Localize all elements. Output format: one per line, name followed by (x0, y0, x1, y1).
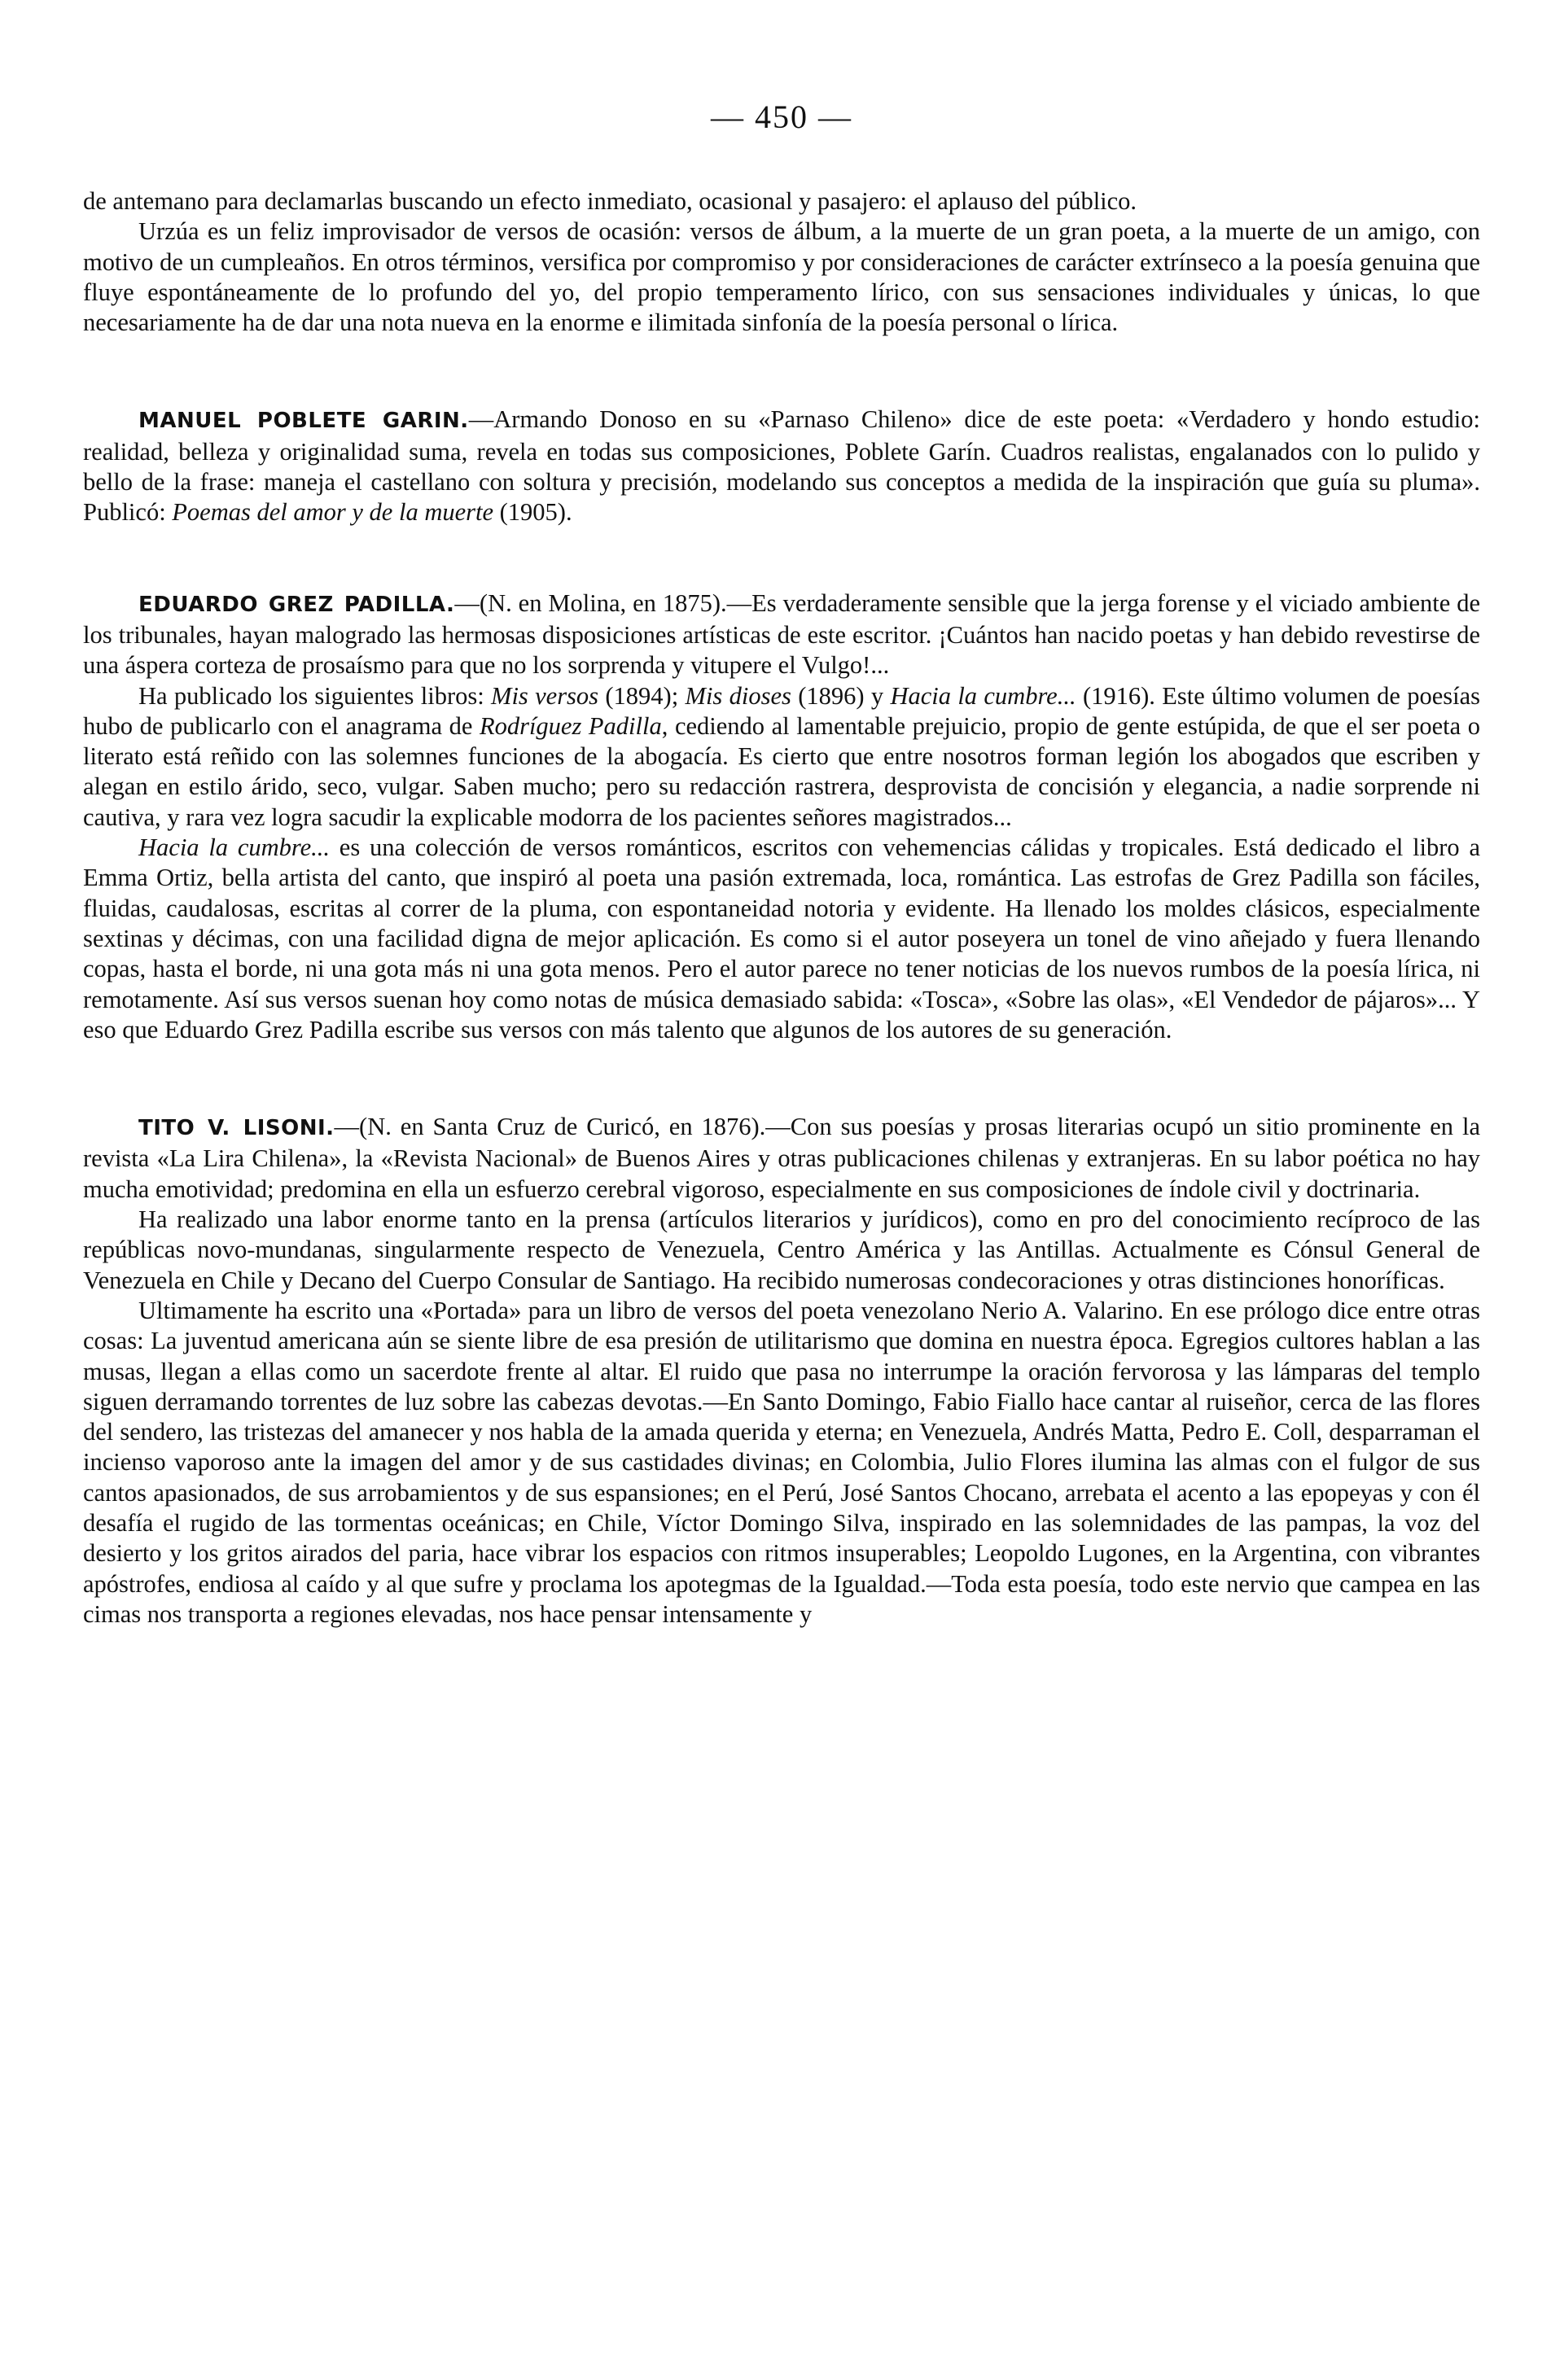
entry-name: MANUEL POBLETE GARIN. (138, 409, 469, 434)
entry-text: (1896) y (791, 681, 891, 710)
entry-paragraph (83, 833, 1480, 1045)
entry-text: —(N. en Santa Cruz de Curicó, en 1876).—Con sus poesías y prosas literarias ocupó un sitio prominente en la revista «La Lira Chilena», la «Revista Nacional» de Buenos Aires y otras publicaciones chilenas y extranjeras. En su labor poética no hay mucha emotividad; predomina en ella un esfuerzo cerebral vigoroso, especialmente en sus composiciones de índole civil y doctrinaria. (83, 1113, 1480, 1203)
entry-paragraph (83, 405, 1480, 527)
book-title: Hacia la cumbre... (138, 833, 331, 862)
entry-text: —Armando Donoso en su «Parnaso Chileno» dice de este poeta: «Verdadero y hondo estudio: realidad, belleza y originalidad suma, revela en todas sus composiciones, Poblete Garín. Cuadros realistas, engalanados con lo pulido y bello de la frase: maneja el castellano con soltura y precisión, modelando sus conceptos a medida de la inspiración que guía su pluma». Publicó: (83, 405, 1480, 527)
urzua-paragraph: Urzúa es un feliz improvisador de versos de ocasión: versos de álbum, a la muerte de un gran poeta, a la muerte de un amigo, con motivo de un cumpleaños. En otros términos, versifica por compromiso y por consideraciones de carácter extrínseco a la poesía genuina que fluye espontáneamente de lo profundo del yo, del propio temperamento lírico, con sus sensaciones individuales y únicas, lo que necesariamente ha de dar una nota nueva en la enorme e ilimitada sinfonía de la poesía personal o lírica. (83, 217, 1480, 337)
book-page (83, 98, 1480, 1630)
book-title: Hacia la cumbre... (890, 681, 1076, 710)
entry-name: EDUARDO GREZ PADILLA. (138, 592, 455, 617)
entry-text: (1905). (493, 498, 572, 527)
entry-paragraph: Ultimamente ha escrito una «Portada» para un libro de versos del poeta venezolano Nerio A. Valarino. En ese prólogo dice entre otras cosas: La juventud americana aún se siente libre de esa presión de utilitarismo que domina en nuestra época. Egregios cultores hablan a las musas, llegan a ellas como un sacerdote frente al altar. El ruido que pasa no interrumpe la oración fervorosa y las lámparas del templo siguen derramando torrentes de luz sobre las cabezas devotas.—En Santo Domingo, Fabio Fiallo hace cantar al ruiseñor, cerca de las flores del sendero, las tristezas del amanecer y nos habla de la amada querida y eterna; en Venezuela, Andrés Matta, Pedro E. Coll, desparraman el incienso vaporoso ante la imagen del amor y de sus castidades divinas; en Colombia, Julio Flores ilumina las almas con el fulgor de sus cantos apasionados, de sus arrobamientos y de sus espansiones; en el Perú, José Santos Chocano, arrebata el acento a las epopeyas y con él desafía el rugido de las tormentas oceánicas; en Chile, Víctor Domingo Silva, inspirado en las solemnidades de las pampas, la voz del desierto y los gritos airados del paria, hace vibrar los espacios con ritmos insuperables; Leopoldo Lugones, en la Argentina, con vibrantes apóstrofes, endiosa al caído y al que sufre y proclama los apotegmas de la Igualdad.—Toda esta poesía, todo este nervio que campea en las cimas nos transporta a regiones elevadas, nos hace pensar intensamente y (83, 1296, 1480, 1628)
continuation-section (83, 186, 1480, 338)
entry-name: TITO V. LISONI. (138, 1116, 335, 1141)
continuation-paragraph: de antemano para declamarlas buscando un efecto inmediato, ocasional y pasajero: el aplauso del público. (83, 187, 1137, 215)
entry-text: Ha publicado los siguientes libros: (138, 681, 492, 710)
entry-text: (1916). Este último volumen de poesías hubo de publicarlo con el anagrama de (83, 681, 1481, 740)
entry-poblete-garin (83, 405, 1480, 527)
entry-paragraph (83, 1112, 1480, 1205)
book-title: Mis versos (491, 681, 599, 710)
entry-grez-padilla (83, 588, 1480, 1045)
entry-text: (1894); (598, 681, 686, 710)
entry-paragraph (83, 681, 1480, 833)
entry-text: —(N. en Molina, en 1875).—Es verdaderamente sensible que la jerga forense y el viciado ambiente de los tribunales, hayan malogrado las hermosas disposiciones artísticas de este escritor. ¡Cuántos han nacido poetas y han debido revestirse de una áspera corteza de prosaísmo para que no los sorprenda y vitupere el Vulgo!... (83, 588, 1480, 680)
book-title: Poemas del amor y de la muerte (172, 498, 494, 527)
entry-lisoni (83, 1112, 1480, 1630)
book-title: Mis dioses (685, 681, 791, 710)
anagram-name: Rodríguez Padilla (479, 711, 662, 740)
entry-paragraph (83, 588, 1480, 681)
page-number: — 450 — (711, 98, 852, 135)
entry-text: es una colección de versos románticos, escritos con vehemencias cálidas y tropicales. Está dedicado el libro a Emma Ortiz, bella artista del canto, que inspiró al poeta una pasión extremada, loca, romántica. Las estrofas de Grez Padilla son fáciles, fluidas, caudalosas, escritas al correr de la pluma, con espontaneidad notoria y evidente. Ha llenado los moldes clásicos, especialmente sextinas y décimas, con una facilidad digna de mejor aplicación. Es como si el autor poseyera un tonel de vino añejado y fuera llenando copas, hasta el borde, ni una gota más ni una gota menos. Pero el autor parece no tener noticias de los nuevos rumbos de la poesía lírica, ni remotamente. Así sus versos suenan hoy como notas de música demasiado sabida: «Tosca», «Sobre las olas», «El Vendedor de pájaros»... Y eso que Eduardo Grez Padilla escribe sus versos con más talento que algunos de los autores de su generación. (83, 833, 1480, 1043)
entry-text: , cediendo al lamentable prejuicio, propio de gente estúpida, de que el ser poeta o literato está reñido con las solemnes funciones de la abogacía. Es cierto que entre nosotros forman legión los abogados que escriben y alegan en estilo árido, seco, vulgar. Saben mucho; pero su redacción rastrera, desprovista de concisión y elegancia, a nadie sorprende ni cautiva, y rara vez logra sacudir la explicable modorra de los pacientes señores magistrados... (83, 711, 1480, 831)
entry-paragraph: Ha realizado una labor enorme tanto en la prensa (artículos literarios y jurídicos), como en pro del conocimiento recíproco de las repúblicas novo-mundanas, singularmente respecto de Venezuela, Centro América y las Antillas. Actualmente es Cónsul General de Venezuela en Chile y Decano del Cuerpo Consular de Santiago. Ha recibido numerosas condecoraciones y otras distinciones honoríficas. (83, 1205, 1480, 1294)
